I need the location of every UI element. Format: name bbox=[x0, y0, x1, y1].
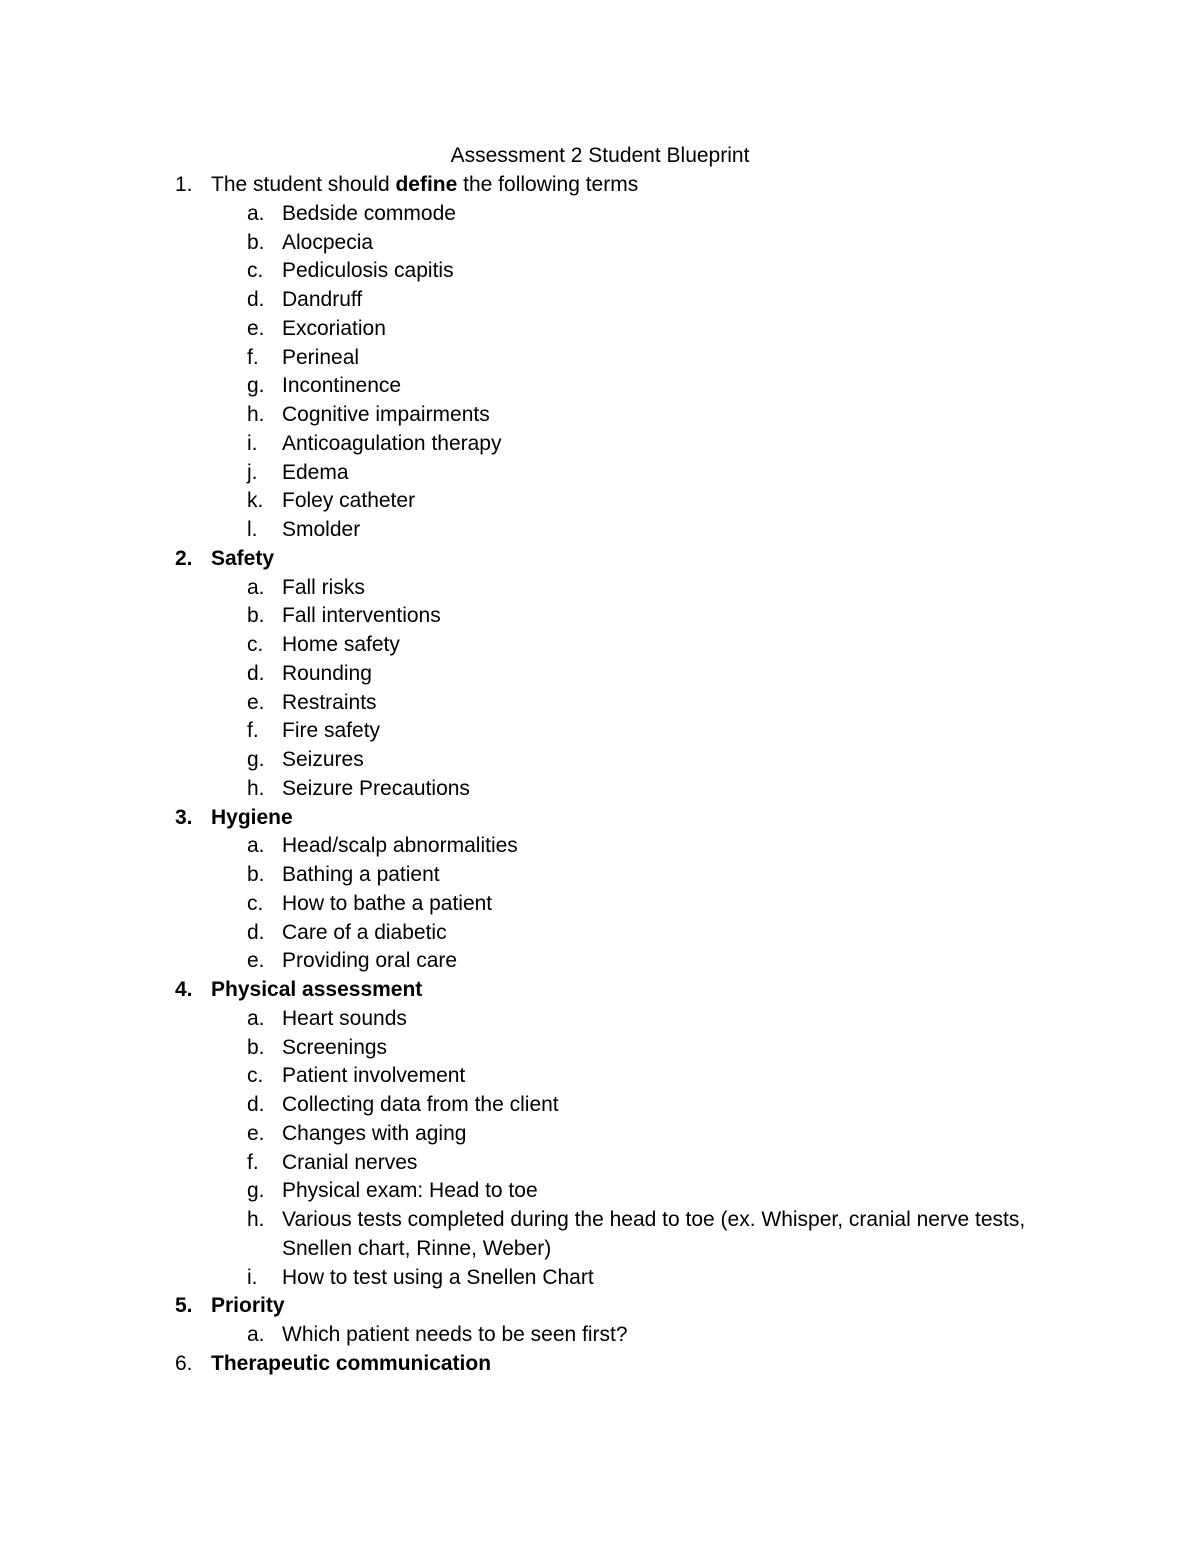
section-title-part: The student should bbox=[211, 173, 396, 196]
item-text: Smolder bbox=[282, 518, 361, 541]
section-number: 4. bbox=[175, 978, 193, 1001]
item-letter: g. bbox=[247, 374, 265, 398]
item-text: Excoriation bbox=[282, 316, 386, 340]
section-number: 1. bbox=[175, 173, 193, 196]
section-title: Hygiene bbox=[211, 805, 293, 829]
item-letter: i. bbox=[247, 1265, 258, 1289]
section-title-emphasis: define bbox=[395, 173, 458, 196]
item-letter: e. bbox=[247, 949, 265, 973]
list-item bbox=[0, 257, 1200, 286]
section-heading-hygiene bbox=[0, 804, 1200, 833]
list-item bbox=[0, 919, 1200, 948]
item-letter: k. bbox=[247, 489, 264, 513]
item-text: Pediculosis capitis bbox=[282, 259, 454, 283]
item-text: Bedside commode bbox=[282, 201, 456, 225]
item-letter: a. bbox=[247, 834, 265, 858]
item-text: Fall interventions bbox=[282, 604, 441, 628]
list-item bbox=[0, 1005, 1200, 1034]
item-text: Cognitive impairments bbox=[282, 403, 490, 426]
list-item bbox=[0, 487, 1200, 516]
section-heading-therapeutic-communication bbox=[0, 1350, 1200, 1379]
item-text: Alocpecia bbox=[282, 230, 374, 254]
section-number: 5. bbox=[175, 1294, 193, 1318]
section-heading-priority bbox=[0, 1292, 1200, 1321]
item-letter: l. bbox=[247, 518, 258, 541]
section-title-part: the following terms bbox=[457, 173, 639, 196]
list-item bbox=[0, 459, 1200, 488]
section-number: 6. bbox=[175, 1351, 193, 1375]
list-item bbox=[0, 1120, 1200, 1149]
list-item bbox=[0, 1321, 1200, 1350]
item-letter: a. bbox=[247, 1323, 265, 1346]
item-letter: h. bbox=[247, 776, 265, 800]
item-letter: e. bbox=[247, 316, 265, 340]
item-text: Patient involvement bbox=[282, 1064, 466, 1088]
item-letter: e. bbox=[247, 690, 265, 714]
item-text: Anticoagulation therapy bbox=[282, 431, 502, 455]
list-item bbox=[0, 344, 1200, 373]
item-letter: c. bbox=[247, 259, 264, 283]
item-text: Dandruff bbox=[282, 288, 363, 311]
section-heading-safety bbox=[0, 545, 1200, 574]
list-item bbox=[0, 315, 1200, 344]
list-item bbox=[0, 574, 1200, 603]
item-text: Collecting data from the client bbox=[282, 1093, 559, 1116]
item-letter: g. bbox=[247, 1179, 265, 1203]
item-text: Bathing a patient bbox=[282, 863, 440, 886]
item-letter: i. bbox=[247, 431, 258, 455]
list-item bbox=[0, 890, 1200, 919]
item-letter: g. bbox=[247, 748, 265, 771]
item-letter: a. bbox=[247, 201, 265, 225]
list-item bbox=[0, 746, 1200, 775]
item-text: Changes with aging bbox=[282, 1121, 467, 1145]
item-text: Head/scalp abnormalities bbox=[282, 834, 518, 858]
item-text: Heart sounds bbox=[282, 1006, 407, 1030]
section-number: 3. bbox=[175, 805, 193, 829]
section-heading-define-terms bbox=[0, 171, 1200, 200]
item-text: Various tests completed during the head to toe (ex. Whisper, cranial nerve tests, Snellen chart, Rinne, Weber) bbox=[282, 1208, 1026, 1260]
item-text: Rounding bbox=[282, 661, 372, 685]
section-number: 2. bbox=[175, 546, 193, 570]
list-item bbox=[0, 516, 1200, 545]
item-text: How to bathe a patient bbox=[282, 891, 493, 915]
item-text: Care of a diabetic bbox=[282, 920, 447, 944]
item-text: Seizures bbox=[282, 748, 364, 771]
item-letter: f. bbox=[247, 345, 259, 369]
list-item bbox=[0, 602, 1200, 631]
list-item bbox=[0, 832, 1200, 861]
item-text: Incontinence bbox=[282, 374, 402, 398]
section-heading-physical-assessment bbox=[0, 976, 1200, 1005]
item-text: Fire safety bbox=[282, 719, 381, 743]
list-item bbox=[0, 1062, 1200, 1091]
document-title: Assessment 2 Student Blueprint bbox=[450, 144, 750, 167]
list-item bbox=[0, 1177, 1200, 1206]
item-text: Screenings bbox=[282, 1035, 388, 1059]
item-text: Cranial nerves bbox=[282, 1150, 418, 1174]
list-item bbox=[0, 372, 1200, 401]
list-item bbox=[0, 1091, 1200, 1120]
item-text: Providing oral care bbox=[282, 949, 458, 973]
list-item bbox=[0, 200, 1200, 229]
list-item bbox=[0, 1264, 1200, 1293]
item-letter: h. bbox=[247, 403, 265, 426]
item-letter: b. bbox=[247, 1035, 265, 1059]
section-title: Physical assessment bbox=[211, 978, 423, 1001]
list-item bbox=[0, 660, 1200, 689]
section-title: Priority bbox=[211, 1294, 285, 1318]
item-letter: b. bbox=[247, 863, 265, 886]
item-letter: a. bbox=[247, 1006, 265, 1030]
list-item bbox=[0, 1206, 1200, 1264]
list-item bbox=[0, 947, 1200, 976]
item-text: Perineal bbox=[282, 345, 360, 369]
item-letter: d. bbox=[247, 920, 265, 944]
item-letter: d. bbox=[247, 661, 265, 685]
list-item bbox=[0, 689, 1200, 718]
list-item bbox=[0, 401, 1200, 430]
list-item bbox=[0, 229, 1200, 258]
list-item bbox=[0, 1149, 1200, 1178]
item-letter: h. bbox=[247, 1208, 265, 1231]
item-letter: b. bbox=[247, 230, 265, 254]
list-item bbox=[0, 430, 1200, 459]
list-item bbox=[0, 286, 1200, 315]
item-letter: c. bbox=[247, 891, 264, 915]
item-text: Home safety bbox=[282, 633, 400, 656]
item-letter: d. bbox=[247, 288, 265, 311]
item-text: Physical exam: Head to toe bbox=[282, 1179, 538, 1203]
item-letter: b. bbox=[247, 604, 265, 628]
item-text: Restraints bbox=[282, 690, 377, 714]
list-item bbox=[0, 1034, 1200, 1063]
list-item bbox=[0, 861, 1200, 890]
item-letter: j. bbox=[247, 460, 258, 484]
section-title bbox=[211, 171, 638, 200]
list-item bbox=[0, 717, 1200, 746]
section-title: Therapeutic communication bbox=[211, 1351, 492, 1375]
item-letter: c. bbox=[247, 633, 264, 656]
item-letter: c. bbox=[247, 1064, 264, 1088]
item-letter: f. bbox=[247, 719, 259, 743]
item-letter: d. bbox=[247, 1093, 265, 1116]
list-item bbox=[0, 631, 1200, 660]
item-text: How to test using a Snellen Chart bbox=[282, 1265, 594, 1289]
list-item bbox=[0, 775, 1200, 804]
item-text: Foley catheter bbox=[282, 489, 416, 513]
item-text: Edema bbox=[282, 460, 349, 484]
item-text: Seizure Precautions bbox=[282, 776, 470, 800]
item-letter: a. bbox=[247, 575, 265, 599]
item-letter: f. bbox=[247, 1150, 259, 1174]
blueprint-outline bbox=[0, 171, 1200, 1379]
item-letter: e. bbox=[247, 1121, 265, 1145]
item-text: Fall risks bbox=[282, 575, 365, 599]
item-text: Which patient needs to be seen first? bbox=[282, 1323, 628, 1346]
section-title: Safety bbox=[211, 546, 275, 570]
